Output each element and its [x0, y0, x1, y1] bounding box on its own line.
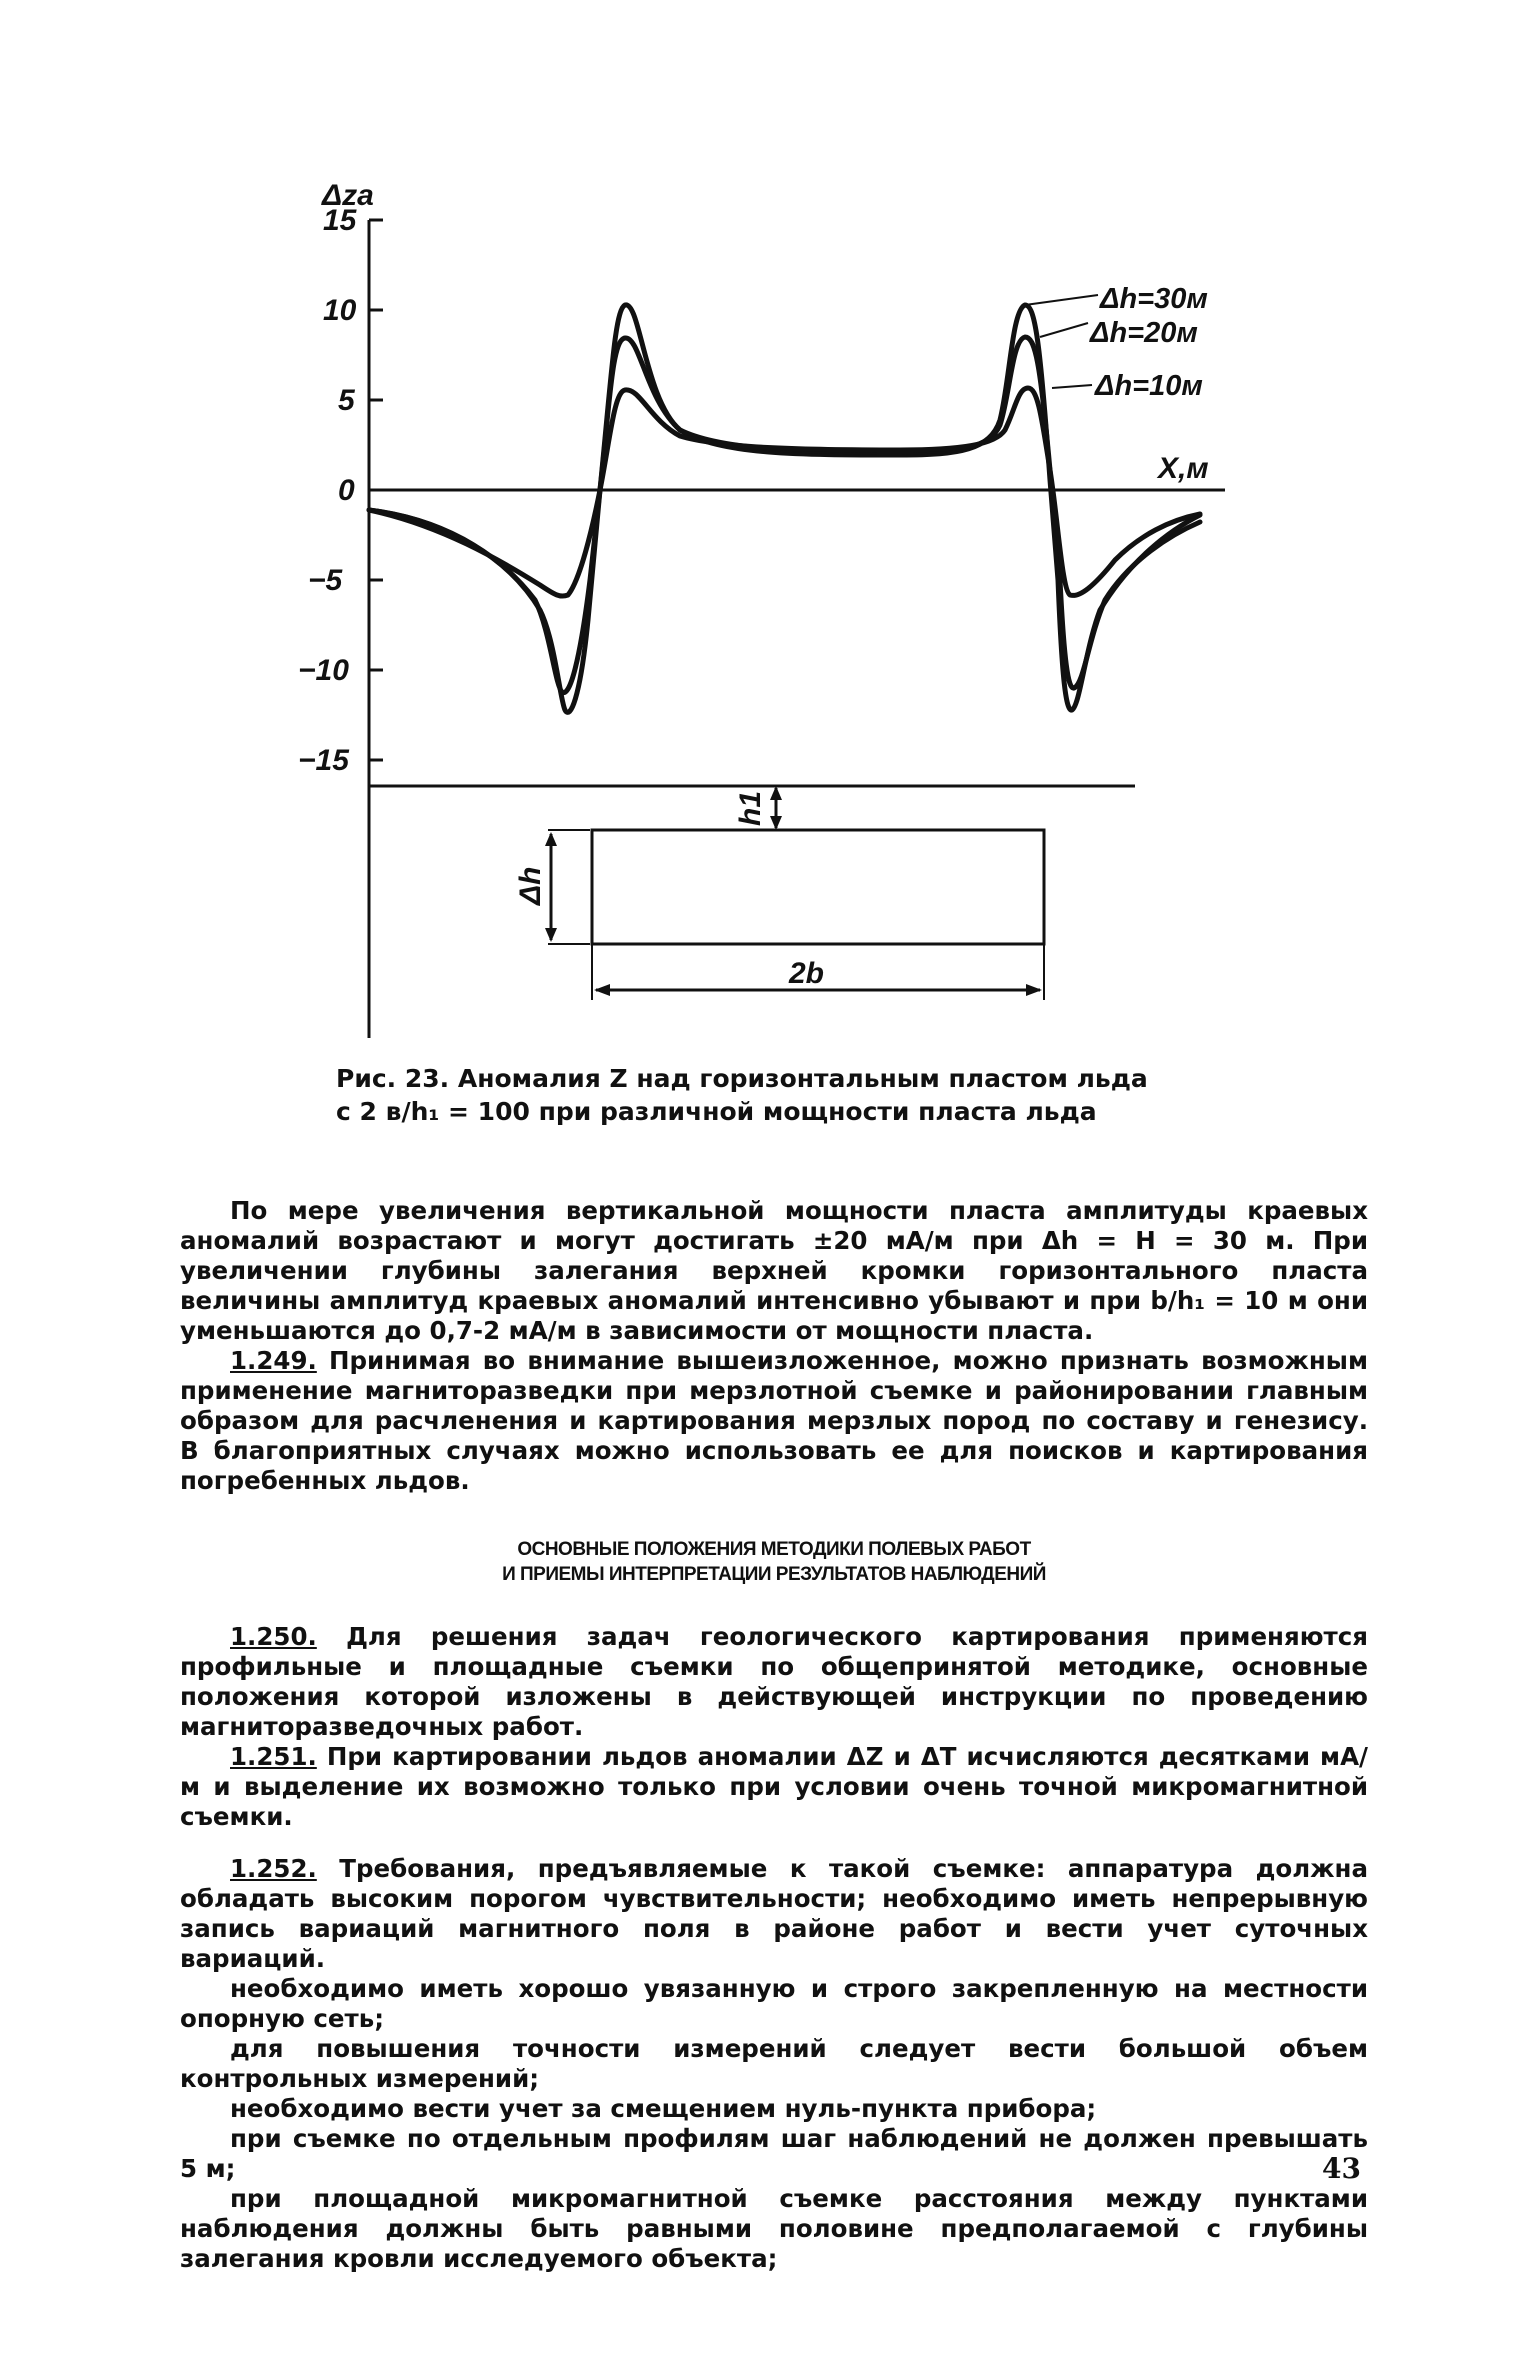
paragraph-1-250: [180, 1622, 1368, 1742]
caption-line-2: с 2 в/h₁ = 100 при различной мощности пласта льда: [336, 1097, 1097, 1126]
body-section-2: [180, 1622, 1368, 2274]
requirement-5: при площадной микромагнитной съемке расстояния между пунктами наблюдения должны быть равными половине предполагаемой с глубины залегания кровли исследуемого объекта;: [180, 2184, 1368, 2273]
paragraph-1-251: [180, 1742, 1368, 1832]
y-tick-0: 0: [338, 474, 355, 507]
y-tick-10: 10: [323, 294, 357, 327]
curve-dh-30: [369, 305, 1200, 713]
paragraph-1-252-text: Требования, предъявляемые к такой съемке: аппаратура должна обладать высоким порогом чувствительности; необходимо иметь непрерывную запись вариаций магнитного поля в районе работ и вести учет суточных вариаций.: [180, 1854, 1368, 1973]
section-heading: [180, 1537, 1368, 1587]
paragraph-1: По мере увеличения вертикальной мощности пласта амплитуды краевых аномалий возрастают и могут достигать ±20 мА/м при Δh = H = 30 м. При увеличении глубины залегания верхней кромки горизонтального пласта величины амплитуд краевых аномалий интенсивно убывают и при b/h₁ = 10 м они уменьшаются до 0,7-2 мА/м в зависимости от мощности пласта.: [180, 1196, 1368, 1345]
requirement-4: при съемке по отдельным профилям шаг наблюдений не должен превышать 5 м;: [180, 2124, 1368, 2183]
paragraph-1-249: [180, 1346, 1368, 1496]
heading-line-1: ОСНОВНЫЕ ПОЛОЖЕНИЯ МЕТОДИКИ ПОЛЕВЫХ РАБОТ: [517, 1539, 1031, 1560]
y-tick-15: 15: [323, 204, 357, 237]
thickness-label: Δh: [514, 866, 547, 905]
section-number-1-250: 1.250.: [230, 1622, 317, 1651]
paragraph-1-252: [180, 1854, 1368, 1974]
requirement-3: необходимо вести учет за смещением нуль-пункта прибора;: [230, 2094, 1097, 2123]
depth-label: h1: [734, 790, 767, 826]
y-tick-5: 5: [338, 384, 355, 417]
section-number-1-251: 1.251.: [230, 1742, 317, 1771]
caption-line-1: Рис. 23. Аномалия Z над горизонтальным пластом льда: [336, 1064, 1148, 1093]
y-tick-minus-5: −5: [308, 564, 343, 597]
ice-layer-rect: [592, 830, 1044, 944]
paragraph-1-249-text: Принимая во внимание вышеизложенное, можно признать возможным применение магниторазведки при мерзлотной съемке и районировании главным образом для расчленения и картирования мерзлых пород по составу и генезису. В благоприятных случаях можно использовать ее для поисков и картирования погребенных льдов.: [180, 1346, 1368, 1495]
x-axis-label: X,м: [1158, 452, 1209, 485]
curve-dh-10: [369, 388, 1200, 596]
curve-dh-20: [369, 337, 1200, 693]
requirement-2: для повышения точности измерений следует вести большой объем контрольных измерений;: [180, 2034, 1368, 2093]
paragraph-1-250-text: Для решения задач геологического картирования применяются профильные и площадные съемки по общепринятой методике, основные положения которой изложены в действующей инструкции по проведению магниторазведочных работ.: [180, 1622, 1368, 1741]
figure-caption: [336, 1062, 1236, 1128]
anomaly-figure: [0, 0, 1535, 1060]
paragraph-1-251-text: При картировании льдов аномалии ΔZ и ΔT исчисляются десятками мА/м и выделение их возможно только при условии очень точной микромагнитной съемки.: [180, 1742, 1368, 1831]
y-tick-minus-10: −10: [298, 654, 349, 687]
curve-label-30: Δh=30м: [1100, 283, 1208, 315]
y-tick-minus-15: −15: [298, 744, 349, 777]
curve-label-20: Δh=20м: [1090, 317, 1198, 349]
heading-line-2: И ПРИЕМЫ ИНТЕРПРЕТАЦИИ РЕЗУЛЬТАТОВ НАБЛЮДЕНИЙ: [502, 1564, 1046, 1585]
section-number-1-252: 1.252.: [230, 1854, 317, 1883]
width-label: 2b: [789, 957, 825, 990]
curve-label-10: Δh=10м: [1095, 370, 1203, 402]
requirement-1: необходимо иметь хорошо увязанную и строго закрепленную на местности опорную сеть;: [180, 1974, 1368, 2033]
page-number: 43: [1322, 2152, 1361, 2185]
body-section-1: [180, 1196, 1368, 1496]
section-number-1-249: 1.249.: [230, 1346, 317, 1375]
y-axis-label: Δza: [322, 179, 374, 212]
